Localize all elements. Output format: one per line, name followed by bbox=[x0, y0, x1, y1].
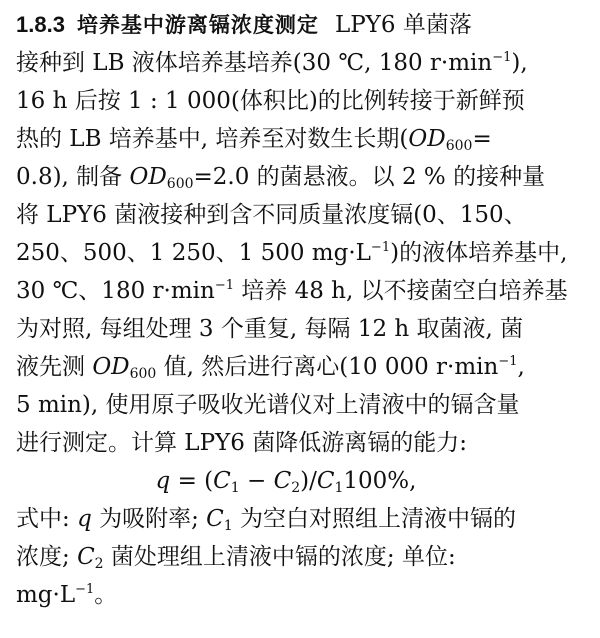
body-text: )的液体培养基中, bbox=[390, 240, 568, 266]
subscript: 600 bbox=[129, 366, 157, 382]
superscript: −1 bbox=[370, 240, 391, 255]
body-text: 30 ℃、180 r·min bbox=[16, 278, 215, 304]
formula-q: q bbox=[155, 468, 171, 494]
text-line-7 bbox=[16, 234, 586, 272]
body-text: 为吸附率; bbox=[91, 506, 207, 532]
body-text: 。 bbox=[94, 582, 118, 608]
text-line-2 bbox=[16, 44, 586, 82]
body-text: 0.8), 制备 bbox=[16, 164, 130, 190]
body-text: 液先测 bbox=[16, 354, 93, 380]
text-line-5 bbox=[16, 158, 586, 196]
note-c1: C bbox=[206, 506, 224, 532]
notes-line-3 bbox=[16, 576, 586, 614]
subscript: 1 bbox=[230, 480, 240, 496]
formula-text: )/ bbox=[300, 468, 317, 494]
body-text: 培养 48 h, 以不接菌空白培养基 bbox=[233, 278, 568, 304]
body-text: =2.0 的菌悬液。以 2 % 的接种量 bbox=[193, 164, 546, 190]
body-text: 值, 然后进行离心(10 000 r·min bbox=[156, 354, 499, 380]
subscript: 600 bbox=[445, 138, 473, 154]
note-c2: C bbox=[77, 544, 95, 570]
body-text: mg·L bbox=[16, 582, 76, 608]
formula-text: = ( bbox=[170, 468, 214, 494]
text-line-10 bbox=[16, 348, 586, 386]
notes-line-1 bbox=[16, 500, 586, 538]
body-text: 进行测定。计算 LPY6 菌降低游离镉的能力: bbox=[16, 430, 467, 456]
formula-c2: C bbox=[273, 468, 292, 494]
note-q: q bbox=[77, 506, 92, 532]
body-text: 将 LPY6 菌液接种到含不同质量浓度镉(0、150、 bbox=[16, 202, 527, 228]
subscript: 2 bbox=[291, 480, 301, 496]
body-text: 为空白对照组上清液中镉的 bbox=[232, 506, 517, 532]
superscript: −1 bbox=[498, 354, 518, 369]
section-title: 培养基中游离镉浓度测定 bbox=[76, 13, 319, 37]
od-symbol: OD bbox=[408, 126, 446, 152]
section-number: 1.8.3 bbox=[16, 12, 65, 37]
body-text: 热的 LB 培养基中, 培养至对数生长期( bbox=[16, 126, 409, 152]
body-text: 浓度; bbox=[16, 544, 78, 570]
body-text: 16 h 后按 1 : 1 000(体积比)的比例转接于新鲜预 bbox=[16, 88, 525, 114]
body-text: 菌处理组上清液中镉的浓度; 单位: bbox=[103, 544, 456, 570]
formula-text: − bbox=[239, 468, 274, 494]
body-text: = bbox=[472, 126, 492, 152]
body-text: , bbox=[517, 354, 525, 380]
text-line-3 bbox=[16, 82, 586, 120]
body-text: 接种到 LB 液体培养基培养(30 ℃, 180 r·min bbox=[16, 50, 493, 76]
text-line-12 bbox=[16, 424, 586, 462]
formula-text: 100%, bbox=[343, 468, 417, 494]
od-symbol: OD bbox=[129, 164, 167, 190]
text-line-11 bbox=[16, 386, 586, 424]
text-line-1 bbox=[16, 6, 586, 44]
body-text: LPY6 单菌落 bbox=[334, 12, 472, 38]
formula-c1: C bbox=[213, 468, 231, 494]
text-line-6 bbox=[16, 196, 586, 234]
text-line-4 bbox=[16, 120, 586, 158]
subscript: 600 bbox=[166, 176, 194, 192]
body-text: 为对照, 每组处理 3 个重复, 每隔 12 h 取菌液, 菌 bbox=[16, 316, 524, 342]
body-text: 5 min), 使用原子吸收光谱仪对上清液中的镉含量 bbox=[16, 392, 520, 418]
formula-c1: C bbox=[316, 468, 335, 494]
body-text: ), bbox=[511, 50, 528, 76]
subscript: 1 bbox=[334, 480, 344, 496]
body-text: 250、500、1 250、1 500 mg·L bbox=[16, 240, 371, 266]
superscript: −1 bbox=[75, 582, 95, 597]
od-symbol: OD bbox=[92, 354, 130, 380]
subscript: 1 bbox=[223, 518, 233, 534]
body-text: 式中: bbox=[16, 506, 78, 532]
formula-line bbox=[16, 462, 586, 500]
superscript: −1 bbox=[214, 278, 234, 293]
notes-line-2 bbox=[16, 538, 586, 576]
text-line-8 bbox=[16, 272, 586, 310]
subscript: 2 bbox=[94, 556, 104, 572]
text-line-9 bbox=[16, 310, 586, 348]
superscript: −1 bbox=[492, 50, 512, 65]
